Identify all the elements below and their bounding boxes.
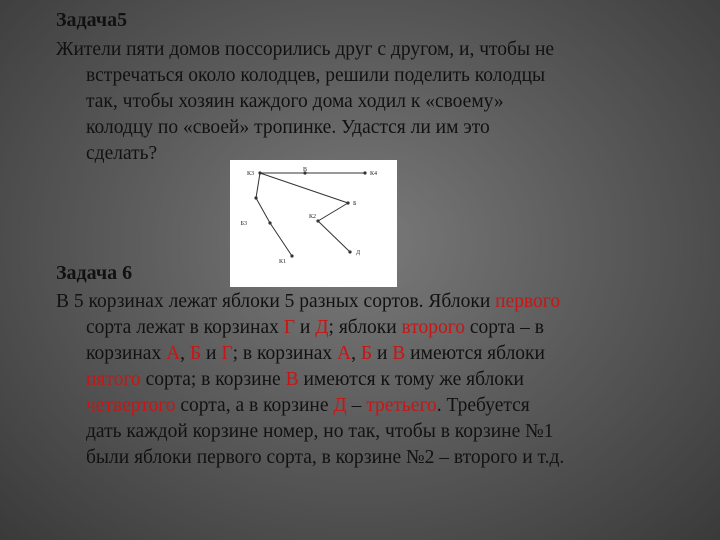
- task6-line-5: [86, 393, 530, 419]
- text: имеются к тому же яблоки: [298, 369, 524, 390]
- node-k4: [363, 171, 366, 174]
- edge: [256, 198, 270, 223]
- node-k2: [316, 219, 319, 222]
- task5-line-5: сделать?: [86, 143, 158, 164]
- text: сорта – в: [465, 317, 544, 338]
- task6-line-3: [86, 341, 545, 367]
- edge: [318, 221, 350, 252]
- task6-line-2: [86, 315, 544, 341]
- task5-line-3: так, чтобы хозяин каждого дома ходил к «своему»: [86, 91, 504, 112]
- text: ; в корзинах: [232, 343, 338, 364]
- text: –: [346, 395, 367, 416]
- text: сорта лежат в корзинах: [86, 317, 284, 338]
- label-k1: К1: [278, 259, 286, 265]
- node-b: [346, 201, 349, 204]
- highlight: четвертого: [86, 395, 176, 416]
- edge: [256, 173, 260, 198]
- text: В 5 корзинах лежат яблоки 5 разных сортов. Яблоки: [56, 291, 496, 312]
- label-b: Б: [353, 201, 357, 207]
- task6-line-7: были яблоки первого сорта, в корзине №2 – второго и т.д.: [86, 447, 565, 468]
- highlight: Г: [221, 343, 233, 364]
- highlight: Д: [333, 395, 347, 416]
- text: и: [201, 343, 222, 364]
- text: . Требуется: [436, 395, 530, 416]
- task6-title: Задача 6: [56, 262, 133, 284]
- label-v: В: [302, 167, 308, 173]
- highlight: Б: [189, 343, 202, 364]
- label-b3: Б3: [240, 221, 247, 227]
- highlight: А: [166, 343, 181, 364]
- text: корзинах: [86, 343, 167, 364]
- node-path: [254, 196, 257, 199]
- label-k2: К2: [308, 214, 316, 220]
- highlight: Г: [283, 317, 296, 338]
- text: сорта, а в корзине: [175, 395, 334, 416]
- task5-line-1: Жители пяти домов поссорились друг с другом, и, чтобы не: [56, 39, 555, 60]
- task6-line-1: [56, 289, 560, 315]
- label-k4: К4: [370, 171, 378, 177]
- text: имеются яблоки: [405, 343, 545, 364]
- edge: [260, 173, 348, 203]
- highlight: второго: [401, 317, 466, 338]
- node-b3: [268, 221, 271, 224]
- edge: [318, 203, 348, 221]
- label-k3: К3: [246, 171, 254, 177]
- node-d: [348, 250, 351, 253]
- edge: [270, 223, 292, 256]
- task5-line-4: колодцу по «своей» тропинке. Удастся ли им это: [86, 117, 490, 138]
- highlight: пятого: [86, 369, 141, 390]
- task5-line-2: встречаться около колодцев, решили поделить колодцы: [86, 65, 546, 86]
- text: и: [372, 343, 393, 364]
- graph-svg: [230, 160, 397, 287]
- highlight: В: [392, 343, 406, 364]
- node-k3: [258, 171, 261, 174]
- text: и: [295, 317, 316, 338]
- highlight: А: [337, 343, 352, 364]
- task5-title: Задача5: [56, 9, 128, 31]
- text: ; яблоки: [328, 317, 402, 338]
- label-d: Д: [356, 250, 361, 256]
- node-k1: [290, 254, 293, 257]
- highlight: В: [285, 369, 299, 390]
- text: сорта; в корзине: [140, 369, 286, 390]
- task6-line-6: дать каждой корзине номер, но так, чтобы в корзине №1: [86, 421, 554, 442]
- highlight: Д: [315, 317, 329, 338]
- highlight: Б: [360, 343, 373, 364]
- text: ,: [351, 343, 361, 364]
- text: ,: [180, 343, 190, 364]
- task6-line-4: [86, 367, 524, 393]
- houses-wells-diagram: [230, 160, 397, 287]
- highlight: третьего: [366, 395, 437, 416]
- highlight: первого: [495, 291, 561, 312]
